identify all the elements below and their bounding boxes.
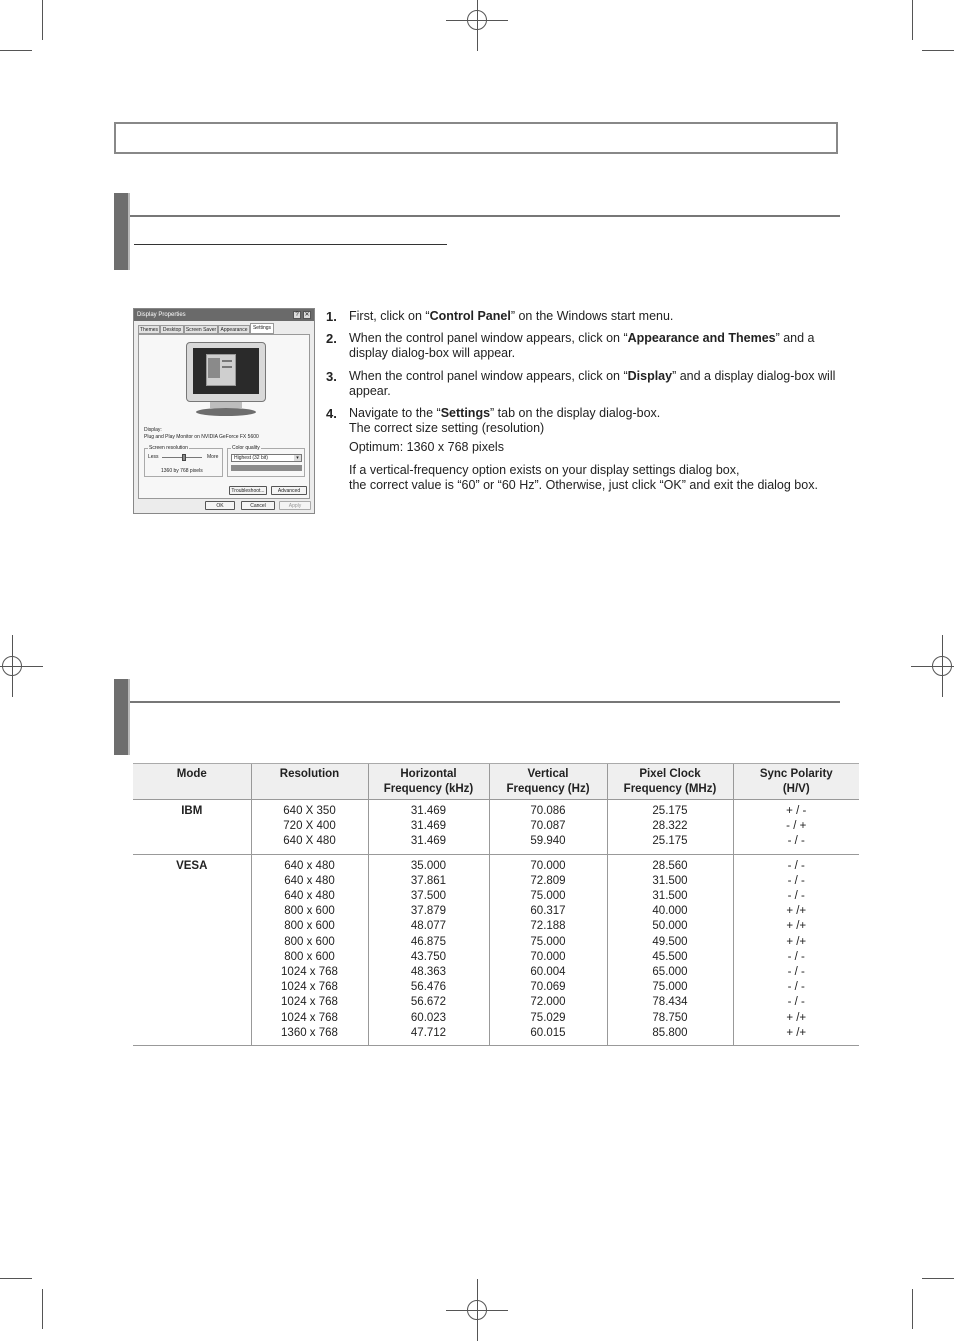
table-cell-value: 1024 x 768: [281, 966, 338, 979]
settings-panel: [138, 334, 310, 499]
horizontal-frequency-cell: [368, 800, 489, 855]
table-cell-value: 70.086: [530, 805, 566, 817]
table-cell-value: 1024 x 768: [281, 996, 338, 1009]
table-cell-value: 28.560: [652, 859, 688, 872]
section-bar: [114, 193, 130, 270]
pixel-clock-cell: [607, 800, 733, 855]
table-cell-value: - / -: [787, 981, 805, 994]
table-cell-value: 28.322: [652, 820, 688, 833]
registration-mark: [467, 10, 487, 30]
table-cell-value: 37.500: [410, 890, 447, 903]
table-cell-value: 1024 x 768: [281, 1011, 338, 1024]
mode-cell: IBM: [133, 800, 251, 855]
table-cell-value: - / -: [787, 890, 805, 903]
table-cell-value: 1024 x 768: [281, 981, 338, 994]
section-bar: [114, 679, 130, 755]
table-cell-value: 72.000: [530, 996, 566, 1009]
sync-polarity-cell: [733, 854, 859, 1045]
table-cell-value: 25.175: [652, 835, 688, 848]
table-cell-value: 78.750: [652, 1011, 688, 1024]
col-header-horizontal-frequency: Horizontal Frequency (kHz): [368, 764, 489, 800]
table-cell-value: + /+: [786, 920, 807, 933]
crop-mark: [42, 1289, 43, 1329]
table-cell-value: - / -: [787, 874, 805, 887]
table-cell-value: - / -: [787, 859, 805, 872]
table-row: [133, 854, 859, 1045]
table-cell-value: 640 X 350: [283, 805, 336, 817]
col-header-mode: Mode: [133, 764, 251, 800]
table-cell-value: 75.000: [530, 935, 566, 948]
table-cell-value: 720 X 400: [283, 820, 336, 833]
table-cell-value: 49.500: [652, 935, 688, 948]
tab-appearance[interactable]: Appearance: [218, 325, 250, 334]
table-cell-value: 78.434: [652, 996, 688, 1009]
table-cell-value: 72.188: [530, 920, 566, 933]
table-cell-value: 25.175: [652, 805, 688, 817]
table-cell-value: 31.469: [410, 805, 447, 817]
cancel-button[interactable]: Cancel: [241, 501, 275, 510]
sync-polarity-cell: [733, 800, 859, 855]
dialog-title: Display Properties: [134, 309, 314, 321]
table-cell-value: 60.023: [410, 1011, 447, 1024]
tab-settings[interactable]: Settings: [250, 323, 274, 334]
table-cell-value: 60.015: [530, 1026, 566, 1039]
table-cell-value: 37.879: [410, 905, 447, 918]
table-cell-value: 45.500: [652, 950, 688, 963]
table-cell-value: 85.800: [652, 1026, 688, 1039]
table-cell-value: 40.000: [652, 905, 688, 918]
crop-mark: [922, 1278, 954, 1279]
table-cell-value: 56.672: [410, 996, 447, 1009]
table-cell-value: 800 x 600: [284, 920, 335, 933]
table-cell-value: + /+: [786, 905, 807, 918]
chevron-down-icon: ▾: [294, 455, 301, 461]
registration-mark: [467, 1300, 487, 1320]
vertical-frequency-note-1: If a vertical-frequency option exists on your display settings dialog box,: [349, 463, 740, 477]
resolution-value: 1360 by 768 pixels: [161, 468, 203, 474]
col-header-pixel-clock: Pixel Clock Frequency (MHz): [607, 764, 733, 800]
vertical-frequency-cell: [489, 800, 607, 855]
table-cell-value: 70.087: [530, 820, 566, 833]
less-label: Less: [148, 454, 159, 460]
section-subrule: [134, 244, 447, 245]
table-cell-value: 31.469: [410, 835, 447, 848]
table-cell-value: + / -: [786, 805, 807, 817]
table-cell-value: 800 x 600: [284, 950, 335, 963]
resolution-slider-thumb[interactable]: [182, 454, 186, 461]
col-header-sync-polarity: Sync Polarity (H/V): [733, 764, 859, 800]
table-cell-value: 46.875: [410, 935, 447, 948]
color-quality-select[interactable]: Highest (32 bit) ▾: [231, 454, 302, 462]
table-cell-value: 70.069: [530, 981, 566, 994]
registration-mark: [2, 656, 22, 676]
table-cell-value: 48.363: [410, 966, 447, 979]
col-header-vertical-frequency: Vertical Frequency (Hz): [489, 764, 607, 800]
crop-mark: [912, 0, 913, 40]
table-cell-value: 37.861: [410, 874, 447, 887]
display-properties-screenshot: [133, 308, 315, 514]
table-cell-value: 59.940: [530, 835, 566, 848]
table-cell-value: 56.476: [410, 981, 447, 994]
help-icon[interactable]: ?: [293, 311, 301, 319]
table-cell-value: - / -: [787, 835, 805, 848]
crop-mark: [922, 50, 954, 51]
color-quality-group: Color quality Highest (32 bit) ▾: [227, 448, 305, 477]
close-icon[interactable]: ✕: [304, 312, 310, 318]
table-cell-value: 31.500: [652, 890, 688, 903]
advanced-button[interactable]: Advanced: [271, 486, 307, 495]
table-cell-value: 72.809: [530, 874, 566, 887]
screen-resolution-group: Screen resolution Less More 1360 by 768 pixels: [144, 448, 223, 477]
table-cell-value: - / +: [786, 820, 807, 833]
display-device: Plug and Play Monitor on NVIDIA GeForce FX 5600: [144, 434, 259, 440]
tab-desktop[interactable]: Desktop: [160, 325, 184, 334]
table-cell-value: 60.317: [530, 905, 566, 918]
ok-button[interactable]: OK: [205, 501, 235, 510]
table-cell-value: 65.000: [652, 966, 688, 979]
tab-screen-saver[interactable]: Screen Saver: [185, 327, 217, 333]
registration-mark: [932, 656, 952, 676]
chapter-header-box: [114, 122, 838, 154]
crop-mark: [0, 1278, 32, 1279]
tab-themes[interactable]: Themes: [139, 327, 159, 333]
table-cell-value: 70.000: [530, 950, 566, 963]
horizontal-frequency-cell: [368, 854, 489, 1045]
table-cell-value: 640 X 480: [283, 835, 336, 848]
table-cell-value: 640 x 480: [284, 890, 335, 903]
table-row: [133, 800, 859, 855]
table-cell-value: + /+: [786, 935, 807, 948]
table-cell-value: - / -: [787, 966, 805, 979]
display-label: Display:: [144, 427, 162, 433]
resolution-cell: [251, 854, 368, 1045]
table-cell-value: 800 x 600: [284, 935, 335, 948]
table-cell-value: 43.750: [410, 950, 447, 963]
resolution-cell: [251, 800, 368, 855]
table-cell-value: 50.000: [652, 920, 688, 933]
table-cell-value: - / -: [787, 950, 805, 963]
monitor-icon: [186, 342, 266, 424]
table-cell-value: 75.000: [652, 981, 688, 994]
table-cell-value: + /+: [786, 1011, 807, 1024]
table-cell-value: + /+: [786, 1026, 807, 1039]
vertical-frequency-cell: [489, 854, 607, 1045]
mode-cell: VESA: [133, 854, 251, 1045]
table-cell-value: 75.029: [530, 1011, 566, 1024]
more-label: More: [207, 454, 219, 460]
table-cell-value: - / -: [787, 996, 805, 1009]
step-4-detail: The correct size setting (resolution): [349, 421, 545, 435]
table-cell-value: 31.500: [652, 874, 688, 887]
section-rule: [130, 701, 840, 703]
col-header-resolution: Resolution: [251, 764, 368, 800]
table-cell-value: 640 x 480: [284, 859, 335, 872]
table-cell-value: 48.077: [410, 920, 447, 933]
table-cell-value: 47.712: [410, 1026, 447, 1039]
crop-mark: [0, 50, 32, 51]
crop-mark: [912, 1289, 913, 1329]
table-cell-value: 35.000: [410, 859, 447, 872]
vertical-frequency-note-2: the correct value is “60” or “60 Hz”. Otherwise, just click “OK” and exit the dialog box.: [349, 478, 818, 492]
pixel-clock-cell: [607, 854, 733, 1045]
table-cell-value: 640 x 480: [284, 874, 335, 887]
crop-mark: [42, 0, 43, 40]
table-header-row: [133, 764, 859, 800]
section-rule: [130, 215, 840, 217]
optimum-resolution: Optimum: 1360 x 768 pixels: [349, 440, 504, 454]
table-cell-value: 70.000: [530, 859, 566, 872]
table-cell-value: 60.004: [530, 966, 566, 979]
table-cell-value: 1360 x 768: [281, 1026, 338, 1039]
table-cell-value: 800 x 600: [284, 905, 335, 918]
color-preview-bar: [231, 465, 302, 471]
table-cell-value: 75.000: [530, 890, 566, 903]
table-cell-value: 31.469: [410, 820, 447, 833]
display-modes-table: [133, 763, 859, 1046]
apply-button[interactable]: Apply: [279, 501, 311, 510]
troubleshoot-button[interactable]: Troubleshoot...: [229, 486, 267, 495]
